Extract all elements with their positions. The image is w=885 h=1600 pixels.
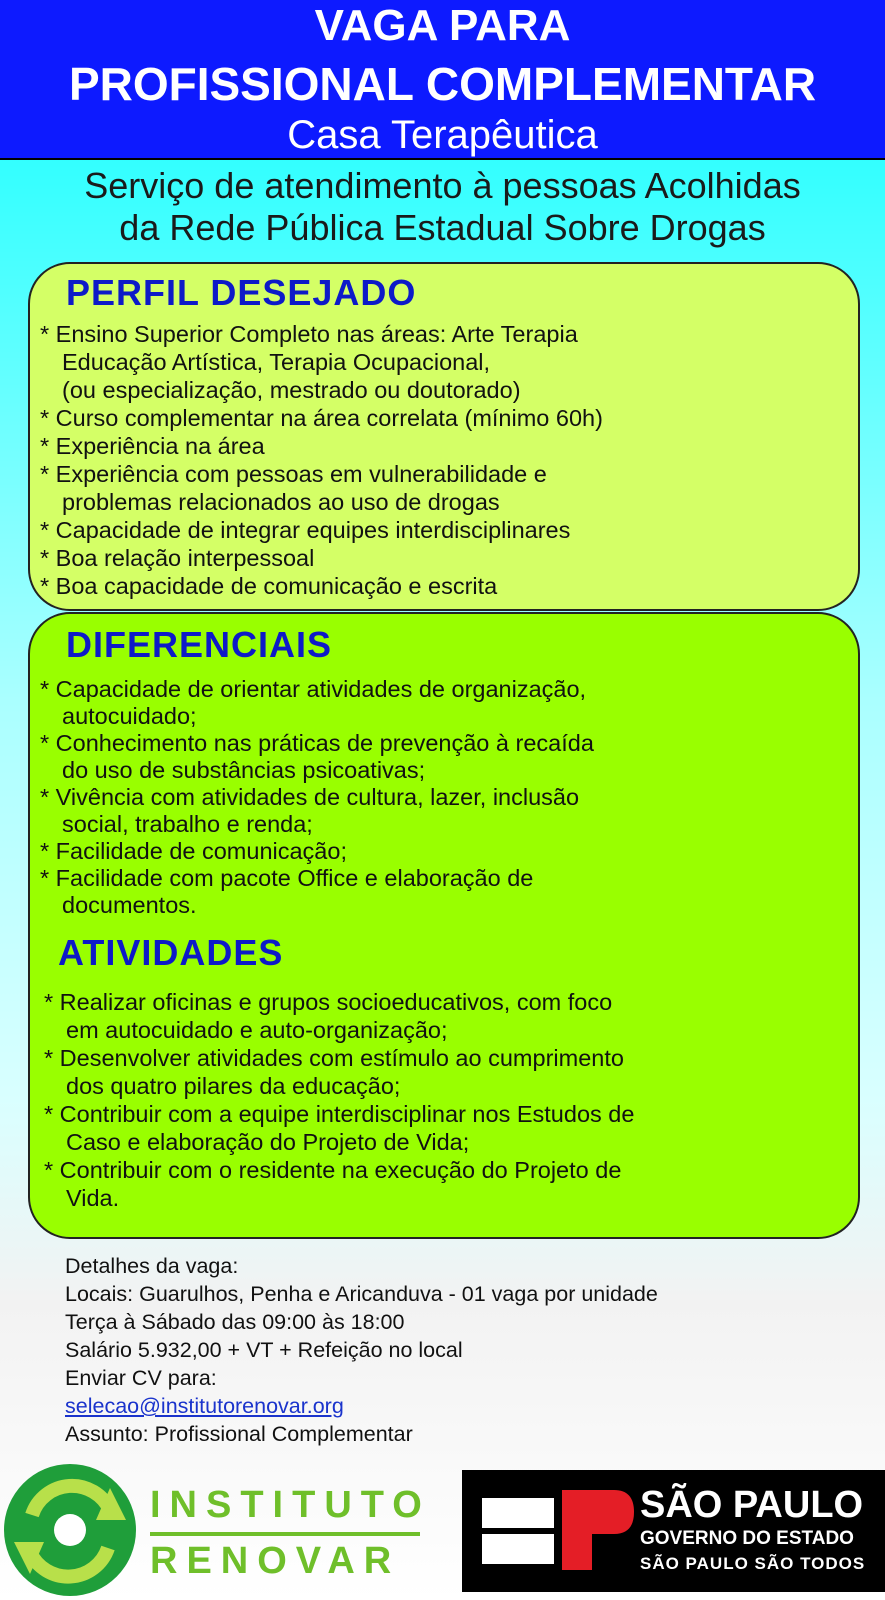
- details-enviar: Enviar CV para:: [65, 1366, 217, 1390]
- list-item: * Capacidade de orientar atividades de organização, autocuidado;: [40, 676, 587, 729]
- header-line-3: Casa Terapêutica: [287, 113, 598, 157]
- sp-slogan: SÃO PAULO SÃO TODOS: [640, 1554, 866, 1573]
- diferenciais-title: DIFERENCIAIS: [66, 624, 333, 665]
- list-item: * Facilidade com pacote Office e elaboração de documentos.: [40, 865, 534, 918]
- list-item: * Capacidade de integrar equipes interdisciplinares: [40, 517, 571, 543]
- renovar-text: RENOVAR: [150, 1540, 401, 1582]
- job-details: [65, 1252, 658, 1448]
- subtitle-line-1: Serviço de atendimento à pessoas Acolhidas: [84, 165, 801, 206]
- sp-governo: GOVERNO DO ESTADO: [640, 1528, 854, 1549]
- diferenciais-list: [40, 676, 850, 919]
- perfil-list: [40, 320, 850, 600]
- logo-divider: [150, 1532, 420, 1536]
- details-locais: Locais: Guarulhos, Penha e Aricanduva - 01 vaga por unidade: [65, 1282, 658, 1306]
- diferenciais-box: [28, 612, 860, 1239]
- details-horario: Terça à Sábado das 09:00 às 18:00: [65, 1310, 405, 1334]
- details-salario: Salário 5.932,00 + VT + Refeição no local: [65, 1338, 463, 1362]
- sp-emblem-icon: [474, 1476, 644, 1586]
- list-item: * Vivência com atividades de cultura, lazer, inclusão social, trabalho e renda;: [40, 784, 580, 837]
- list-item: * Facilidade de comunicação;: [40, 838, 347, 864]
- email-link[interactable]: selecao@institutorenovar.org: [65, 1394, 344, 1418]
- list-item: * Experiência com pessoas em vulnerabilidade e problemas relacionados ao uso de drogas: [40, 461, 547, 515]
- list-item: * Contribuir com a equipe interdisciplinar nos Estudos de Caso e elaboração do Projeto de Vida;: [44, 1101, 635, 1155]
- list-item: * Experiência na área: [40, 433, 265, 459]
- details-heading: Detalhes da vaga:: [65, 1254, 239, 1278]
- instituto-text: INSTITUTO: [150, 1484, 431, 1526]
- header-line-1: VAGA PARA: [314, 1, 571, 50]
- recycle-icon: [2, 1460, 142, 1600]
- list-item: * Realizar oficinas e grupos socioeducativos, com foco em autocuidado e auto-organização;: [44, 989, 613, 1043]
- list-item: * Contribuir com o residente na execução do Projeto de Vida.: [44, 1157, 622, 1211]
- list-item: * Curso complementar na área correlata (mínimo 60h): [40, 405, 603, 431]
- subtitle: [0, 165, 885, 249]
- subtitle-line-2: da Rede Pública Estadual Sobre Drogas: [119, 207, 766, 248]
- details-assunto: Assunto: Profissional Complementar: [65, 1422, 413, 1446]
- atividades-list: [44, 988, 854, 1212]
- header-banner: [0, 0, 885, 160]
- perfil-box: [28, 262, 860, 611]
- sp-title: SÃO PAULO: [640, 1484, 864, 1526]
- list-item: * Desenvolver atividades com estímulo ao cumprimento dos quatro pilares da educação;: [44, 1045, 624, 1099]
- list-item: * Conhecimento nas práticas de prevenção à recaída do uso de substâncias psicoativas;: [40, 730, 594, 783]
- list-item: * Ensino Superior Completo nas áreas: Arte Terapia Educação Artística, Terapia Ocupacional, (ou especialização, mestrado ou doutorado): [40, 321, 578, 403]
- list-item: * Boa relação interpessoal: [40, 545, 315, 571]
- atividades-title: ATIVIDADES: [58, 932, 284, 973]
- sao-paulo-governo-logo: [462, 1470, 885, 1592]
- instituto-renovar-logo: [0, 1460, 440, 1600]
- header-line-2: PROFISSIONAL COMPLEMENTAR: [68, 58, 817, 110]
- list-item: * Boa capacidade de comunicação e escrita: [40, 573, 498, 599]
- perfil-title: PERFIL DESEJADO: [66, 272, 417, 313]
